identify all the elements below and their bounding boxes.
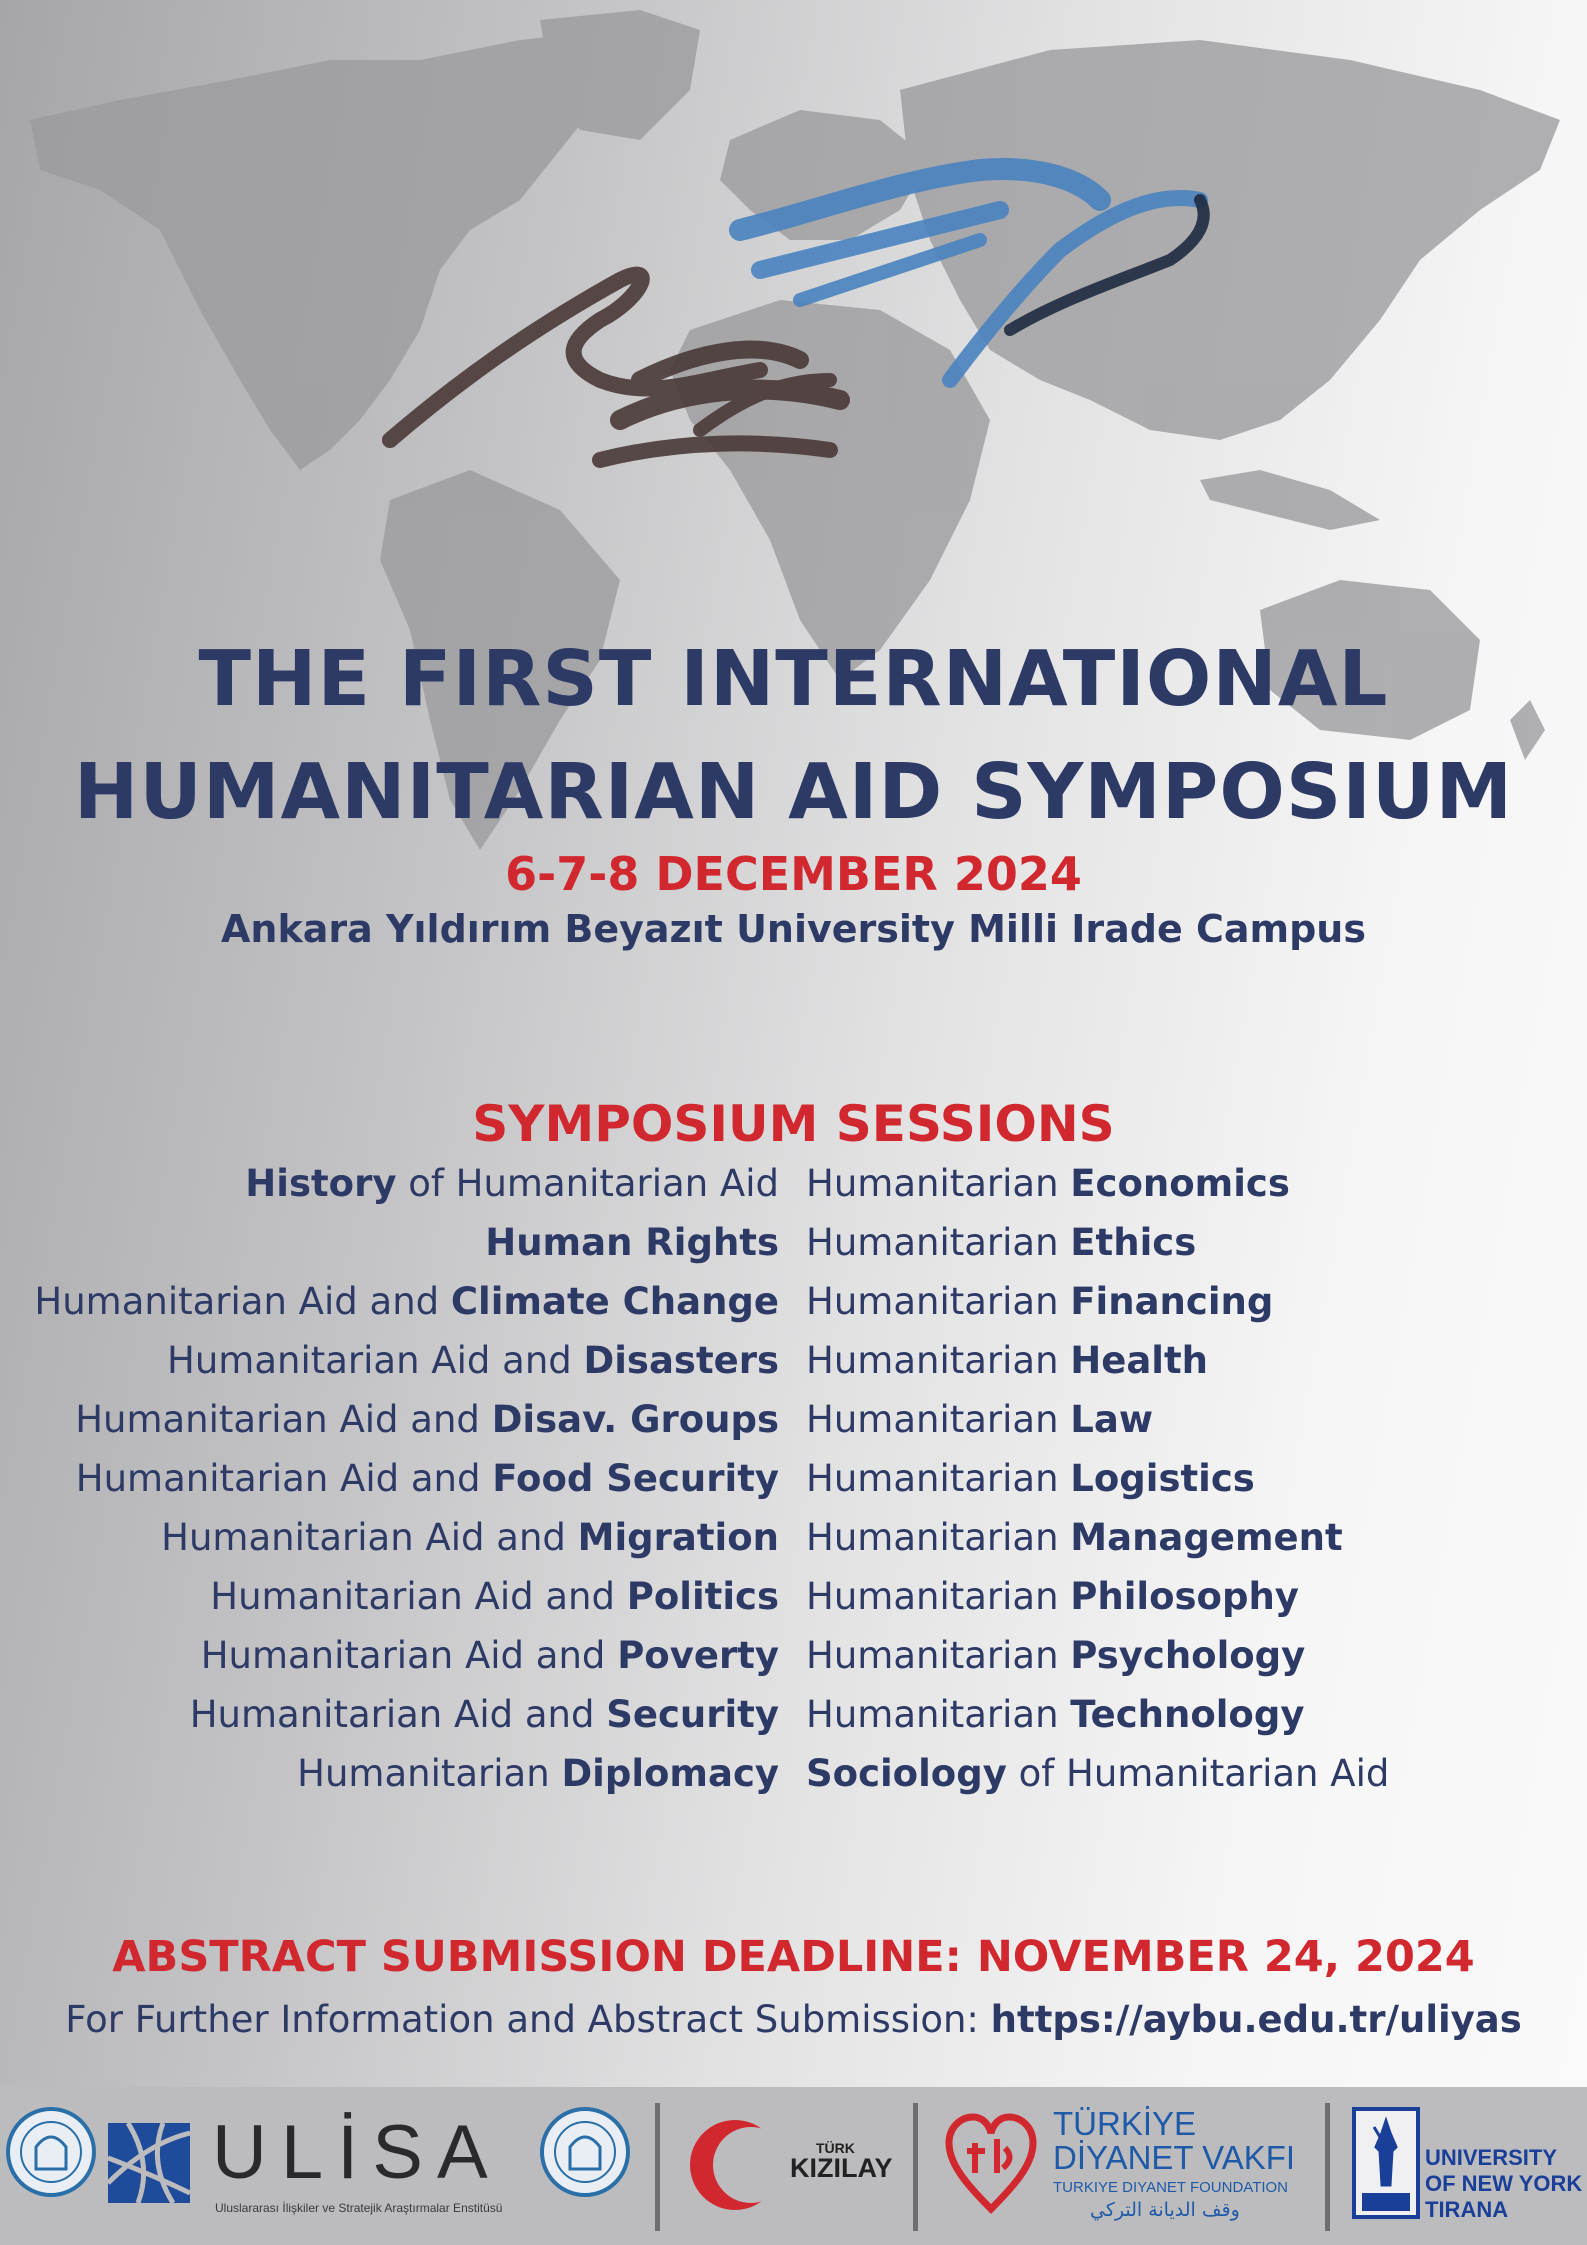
ulisa-globe-icon xyxy=(108,2123,190,2203)
unyt-line-1: UNIVERSITY xyxy=(1425,2145,1558,2170)
session-item: Humanitarian Law xyxy=(806,1398,1154,1441)
session-item: Humanitarian Technology xyxy=(806,1693,1305,1736)
diyanet-line-2: DİYANET VAKFI xyxy=(1053,2139,1296,2176)
ulisa-logo-text: ULİSA xyxy=(212,2110,502,2195)
sessions-left-column xyxy=(34,1158,779,1807)
asia-shape xyxy=(900,40,1560,440)
kizilay-logo-text: KIZILAY xyxy=(790,2153,893,2183)
info-line xyxy=(0,1998,1587,2041)
diyanet-line-3: TURKIYE DIYANET FOUNDATION xyxy=(1053,2179,1289,2196)
session-item: Humanitarian Aid and Politics xyxy=(210,1575,779,1618)
red-crescent-icon xyxy=(685,2115,785,2215)
logo-separator xyxy=(655,2103,660,2231)
diyanet-line-1: TÜRKİYE xyxy=(1053,2105,1197,2142)
indonesia-shape xyxy=(1200,470,1380,530)
session-item: Humanitarian Aid and Disasters xyxy=(167,1339,779,1382)
session-item: Humanitarian Ethics xyxy=(806,1221,1197,1264)
session-item: Humanitarian Aid and Food Security xyxy=(75,1457,779,1500)
session-item: Sociology of Humanitarian Aid xyxy=(806,1752,1390,1795)
session-item: Humanitarian Psychology xyxy=(806,1634,1306,1677)
session-item: Humanitarian Health xyxy=(806,1339,1209,1382)
sponsor-logo-strip xyxy=(0,2087,1587,2245)
session-item: Humanitarian Aid and Security xyxy=(189,1693,779,1736)
session-item: Humanitarian Aid and Climate Change xyxy=(34,1280,779,1323)
session-item: History of Humanitarian Aid xyxy=(245,1162,779,1205)
title-line-1: THE FIRST INTERNATIONAL xyxy=(198,635,1389,724)
session-item: Humanitarian Aid and Disav. Groups xyxy=(75,1398,779,1441)
title-line-2: HUMANITARIAN AID SYMPOSIUM xyxy=(73,748,1514,837)
session-item: Humanitarian Aid and Migration xyxy=(161,1516,779,1559)
session-item: Humanitarian Diplomacy xyxy=(297,1752,779,1795)
world-map-illustration xyxy=(0,0,1587,860)
event-venue: Ankara Yıldırım Beyazıt University Milli Irade Campus xyxy=(221,907,1366,951)
info-text: For Further Information and Abstract Submission: xyxy=(65,1998,991,2041)
sessions-right-column xyxy=(806,1158,1389,1807)
session-item: Humanitarian Logistics xyxy=(806,1457,1255,1500)
aybu-seal-icon xyxy=(6,2107,96,2197)
submission-deadline: ABSTRACT SUBMISSION DEADLINE: NOVEMBER 24, 2024 xyxy=(112,1932,1475,1982)
session-item: Humanitarian Aid and Poverty xyxy=(200,1634,779,1677)
unyt-line-3: TIRANA xyxy=(1425,2197,1509,2222)
diyanet-line-4: وقف الديانة التركي xyxy=(1090,2199,1240,2221)
unyt-statue-icon xyxy=(1352,2107,1420,2219)
session-item: Humanitarian Economics xyxy=(806,1162,1290,1205)
logo-separator xyxy=(1325,2103,1330,2231)
north-america-shape xyxy=(30,30,640,470)
unyt-line-2: OF NEW YORK xyxy=(1425,2171,1583,2196)
session-item: Human Rights xyxy=(485,1221,779,1264)
session-item: Humanitarian Management xyxy=(806,1516,1343,1559)
diyanet-heart-icon xyxy=(945,2113,1037,2215)
sessions-heading: SYMPOSIUM SESSIONS xyxy=(472,1095,1115,1153)
session-item: Humanitarian Financing xyxy=(806,1280,1274,1323)
ulisa-subtitle: Uluslararası İlişkiler ve Stratejik Araştırmalar Enstitüsü xyxy=(215,2201,503,2215)
submission-url-link[interactable]: https://aybu.edu.tr/uliyas xyxy=(990,1998,1522,2041)
kizilay-small-text: TÜRK xyxy=(816,2140,855,2156)
event-date: 6-7-8 DECEMBER 2024 xyxy=(505,847,1082,901)
logo-separator xyxy=(913,2103,918,2231)
aybu-seal-icon-2 xyxy=(540,2107,630,2197)
session-item: Humanitarian Philosophy xyxy=(806,1575,1299,1618)
